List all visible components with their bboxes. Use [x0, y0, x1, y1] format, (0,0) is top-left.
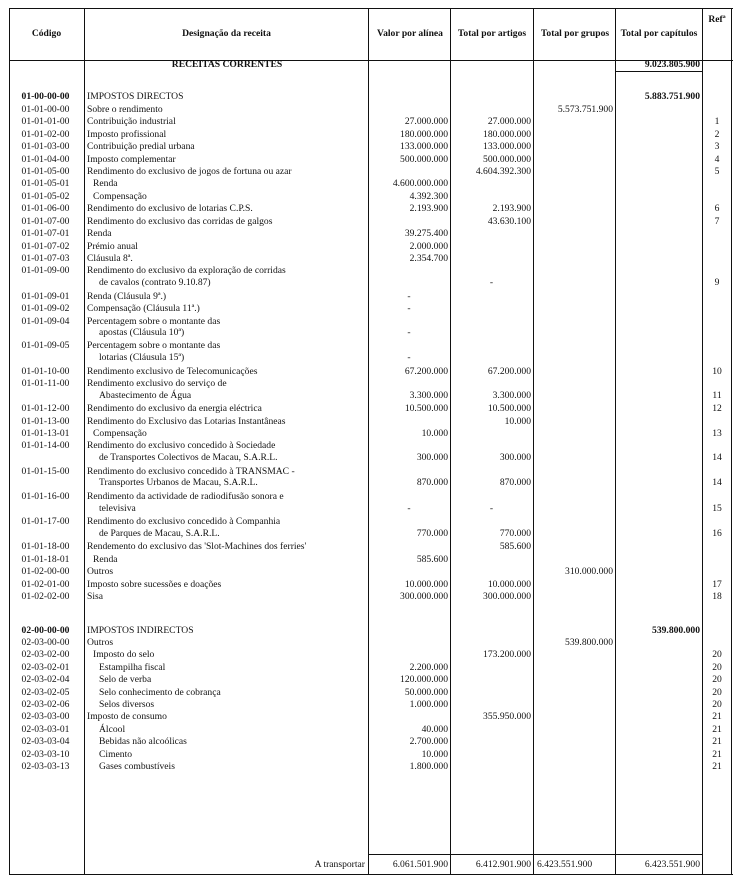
footer-label: A transportar — [314, 859, 365, 870]
rule — [615, 71, 703, 72]
table-row — [9, 265, 733, 288]
table-row — [9, 141, 733, 153]
table-row — [9, 591, 733, 603]
row-v2: 4.604.392.300 — [475, 166, 531, 178]
row-v1: 1.800.000 — [409, 761, 448, 773]
table-row — [9, 366, 733, 378]
row-v2: 180.000.000 — [483, 128, 531, 140]
row-ref: 20 — [712, 686, 722, 698]
row-ref: 12 — [712, 403, 722, 415]
header-ref: Refª — [708, 14, 726, 25]
row-ref: 21 — [712, 761, 722, 773]
row-code: 02-03-03-01 — [21, 723, 70, 735]
row-v1: 870.000 — [416, 477, 448, 489]
row-v2: 300.000.000 — [483, 591, 531, 603]
row-description: Sisa — [87, 591, 103, 603]
row-code: 01-01-09-05 — [21, 340, 70, 352]
table-row — [9, 154, 733, 166]
row-code: 01-01-06-00 — [21, 203, 70, 215]
row-ref: 4 — [714, 153, 720, 165]
row-ref: 16 — [712, 527, 722, 539]
row-ref: 20 — [712, 661, 722, 673]
row-ref: 1 — [714, 116, 720, 128]
table-row — [9, 649, 733, 661]
row-description: Rendemento do exclusivo das 'Slot-Machines dos ferries' — [87, 541, 307, 553]
row-ref: 13 — [712, 427, 722, 439]
row-code: 01-01-09-00 — [21, 265, 70, 277]
row-v1: - — [407, 290, 411, 302]
row-v2: 585.600 — [499, 541, 531, 553]
row-description: Renda (Cláusula 9ª.) — [87, 290, 167, 302]
row-v2: 43.630.100 — [487, 215, 531, 227]
row-code: 02-03-03-00 — [21, 711, 70, 723]
row-code: 01-01-03-00 — [21, 141, 70, 153]
row-code: 02-00-00-00 — [21, 624, 70, 636]
row-description-cont: de Parques de Macau, S.A.R.L. — [99, 527, 220, 539]
table-row — [9, 228, 733, 240]
table-row — [9, 203, 733, 215]
row-code: 01-01-10-00 — [21, 365, 70, 377]
row-v2: 10.500.000 — [487, 403, 531, 415]
row-v1: 1.000.000 — [409, 699, 448, 711]
row-description-cont: televisiva — [99, 502, 136, 514]
row-description: Selo conhecimento de cobrança — [99, 686, 221, 698]
row-description: Rendimento do exclusivo concedido à Sociedade — [87, 440, 276, 452]
section-row — [9, 59, 733, 71]
row-v1: 133.000.000 — [400, 141, 448, 153]
row-code: 01-00-00-00 — [21, 91, 70, 102]
row-v1: 3.300.000 — [409, 389, 448, 401]
row-code: 02-03-02-05 — [21, 686, 70, 698]
header-total-capitulos: Total por capítulos — [620, 28, 698, 39]
header-valor-alinea: Valor por alínea — [377, 28, 443, 39]
row-v1: 67.200.000 — [404, 365, 448, 377]
table-row — [9, 711, 733, 723]
row-v1: 10.000 — [421, 427, 448, 439]
row-description: Compensação — [93, 190, 147, 202]
row-v1: 120.000.000 — [400, 674, 448, 686]
table-row — [9, 178, 733, 190]
row-v1: - — [407, 502, 411, 514]
row-description: Rendimento do exclusivo de jogos de fortuna ou azar — [87, 166, 292, 178]
row-v1: 50.000.000 — [404, 686, 448, 698]
row-code: 02-03-03-13 — [21, 761, 70, 773]
row-code: 02-03-02-01 — [21, 661, 70, 673]
row-v4: 5.883.751.900 — [644, 91, 700, 102]
table-row — [9, 699, 733, 711]
row-ref: 17 — [712, 578, 722, 590]
row-code: 02-03-03-10 — [21, 748, 70, 760]
row-ref: 15 — [712, 502, 722, 514]
row-description-cont: de cavalos (contrato 9.10.87) — [99, 277, 211, 288]
table-row — [9, 465, 733, 489]
row-v2: 300.000 — [499, 451, 531, 463]
row-description: Imposto sobre sucessões e doações — [87, 578, 222, 590]
row-code: 02-03-03-04 — [21, 736, 70, 748]
row-description: Cláusula 8ª. — [87, 253, 133, 264]
row-v1: 180.000.000 — [400, 128, 448, 140]
row-v2: 133.000.000 — [483, 141, 531, 153]
row-description: Imposto de consumo — [87, 711, 167, 723]
row-v4: 539.800.000 — [652, 624, 700, 636]
row-description: Percentagem sobre o montante das — [87, 315, 221, 327]
row-code: 01-01-05-02 — [21, 190, 70, 202]
row-description: Renda — [87, 228, 112, 240]
row-v2: 770.000 — [499, 527, 531, 539]
row-code: 02-03-02-06 — [21, 699, 70, 711]
row-code: 01-01-04-00 — [21, 153, 70, 165]
row-description: Rendimento da actividade de radiodifusão sonora e — [87, 491, 284, 503]
row-description: Gases combustíveis — [99, 761, 175, 773]
table-row — [9, 637, 733, 649]
table-row — [9, 91, 733, 103]
row-v1: 300.000.000 — [400, 591, 448, 603]
table-bottom-border — [9, 874, 733, 875]
row-code: 01-01-13-01 — [21, 427, 70, 439]
row-ref: 21 — [712, 711, 722, 723]
row-description: Contribuição predial urbana — [87, 141, 195, 153]
row-v3: 539.800.000 — [565, 636, 613, 648]
row-ref: 2 — [714, 128, 720, 140]
table-row — [9, 579, 733, 591]
row-code: 01-01-07-01 — [21, 228, 70, 240]
row-ref: 9 — [714, 277, 720, 288]
row-description: Renda — [93, 178, 118, 190]
row-code: 01-01-18-01 — [21, 553, 70, 565]
row-v1: 40.000 — [421, 723, 448, 735]
row-description: Bebidas não alcoólicas — [99, 736, 187, 748]
row-ref: 3 — [714, 141, 720, 153]
table-row — [9, 515, 733, 539]
row-description: Rendimento do Exclusivo das Lotarias Instantâneas — [87, 415, 286, 427]
row-ref: 20 — [712, 674, 722, 686]
footer-v2: 6.412.901.900 — [475, 859, 531, 870]
table-row — [9, 428, 733, 440]
row-ref: 14 — [712, 451, 722, 463]
row-code: 01-01-13-00 — [21, 415, 70, 427]
row-code: 01-01-07-02 — [21, 240, 70, 252]
row-code: 01-01-09-04 — [21, 315, 70, 327]
row-v3: 310.000.000 — [565, 566, 613, 578]
table-row — [9, 129, 733, 141]
row-v1: - — [407, 352, 411, 364]
row-v2: 67.200.000 — [487, 365, 531, 377]
row-v1: 2.200.000 — [409, 661, 448, 673]
table-row — [9, 303, 733, 315]
row-description: Álcool — [99, 723, 126, 735]
table-row — [9, 674, 733, 686]
row-v2: 870.000 — [499, 477, 531, 489]
row-v1: 2.193.900 — [409, 203, 448, 215]
row-v2: - — [489, 277, 494, 288]
row-code: 02-03-02-04 — [21, 674, 70, 686]
header-total-grupos: Total por grupos — [540, 28, 610, 39]
table-row — [9, 166, 733, 178]
header-codigo: Código — [31, 28, 62, 39]
row-description: Rendimento do exclusivo concedido à TRANSMAC - — [87, 465, 295, 477]
table-row — [9, 724, 733, 736]
row-description: Cimento — [99, 748, 133, 760]
row-code: 01-01-00-00 — [21, 103, 70, 115]
row-v1: 4.600.000.000 — [392, 178, 448, 190]
row-description-cont: Abastecimento de Água — [99, 389, 192, 401]
section-total: 9.023.805.900 — [644, 59, 700, 70]
footer-v4: 6.423.551.900 — [644, 859, 700, 870]
row-code: 01-01-15-00 — [21, 465, 70, 477]
row-code: 01-01-12-00 — [21, 403, 70, 415]
row-code: 01-01-18-00 — [21, 541, 70, 553]
footer-v1: 6.061.501.900 — [392, 859, 448, 870]
row-ref: 20 — [712, 649, 722, 661]
row-description: IMPOSTOS INDIRECTOS — [87, 624, 194, 636]
row-v1: 2.354.700 — [409, 253, 448, 264]
table-row — [9, 491, 733, 514]
row-v1: 4.392.300 — [409, 190, 448, 202]
row-v1: 10.000.000 — [404, 578, 448, 590]
row-v1: 27.000.000 — [404, 116, 448, 128]
table-row — [9, 749, 733, 761]
table-row — [9, 625, 733, 637]
row-description: Compensação — [93, 427, 147, 439]
row-description-cont: lotarias (Cláusula 15ª) — [99, 352, 185, 364]
row-ref: 21 — [712, 748, 722, 760]
row-ref: 7 — [714, 215, 720, 227]
row-v2: 2.193.900 — [492, 203, 531, 215]
row-description: Imposto complementar — [87, 153, 176, 165]
section-title: RECEITAS CORRENTES — [171, 59, 283, 70]
row-code: 01-01-11-00 — [21, 378, 70, 390]
row-v2: 10.000.000 — [487, 578, 531, 590]
row-code: 01-01-17-00 — [21, 515, 70, 527]
row-v1: 2.700.000 — [409, 736, 448, 748]
row-code: 01-01-01-00 — [21, 116, 70, 128]
row-description: Rendimento do exclusivo de lotarias C.P.S. — [87, 203, 253, 215]
row-v1: - — [407, 327, 411, 339]
row-code: 01-01-05-00 — [21, 166, 70, 178]
table-row — [9, 440, 733, 463]
table-row — [9, 403, 733, 415]
table-row — [9, 736, 733, 748]
row-code: 01-02-02-00 — [21, 591, 70, 603]
table-row — [9, 241, 733, 253]
row-code: 02-03-02-00 — [21, 649, 70, 661]
row-ref: 10 — [712, 365, 722, 377]
table-row — [9, 687, 733, 699]
row-v1: 300.000 — [416, 451, 448, 463]
row-description: Percentagem sobre o montante das — [87, 340, 221, 352]
table-row — [9, 541, 733, 553]
row-description: Imposto do selo — [93, 649, 155, 661]
row-description: Rendimento exclusivo de Telecomunicações — [87, 365, 258, 377]
row-v1: 10.500.000 — [404, 403, 448, 415]
table-row — [9, 566, 733, 578]
row-ref: 11 — [712, 389, 722, 401]
table-row — [9, 416, 733, 428]
footer-v3: 6.423.551.900 — [537, 859, 593, 870]
row-ref: 21 — [712, 723, 722, 735]
row-code: 01-01-09-01 — [21, 290, 70, 302]
row-description: Outros — [87, 566, 114, 578]
table-row — [9, 216, 733, 228]
row-ref: 14 — [712, 477, 722, 489]
row-code: 01-01-07-03 — [21, 253, 70, 264]
row-code: 01-01-14-00 — [21, 440, 70, 452]
row-code: 01-01-02-00 — [21, 128, 70, 140]
header-total-artigos: Total por artigos — [457, 28, 527, 39]
row-ref: 6 — [714, 203, 720, 215]
row-v3: 5.573.751.900 — [557, 103, 613, 115]
footer-rule — [368, 854, 703, 855]
row-v2: 10.000 — [504, 415, 531, 427]
row-description: Contribuição industrial — [87, 116, 176, 128]
row-description: Rendimento do exclusivo das corridas de galgos — [87, 215, 273, 227]
table-row — [9, 662, 733, 674]
row-ref: 20 — [712, 699, 722, 711]
row-description: Outros — [87, 636, 114, 648]
table-row — [9, 116, 733, 128]
row-description: Sobre o rendimento — [87, 103, 163, 115]
footer-row — [9, 859, 733, 871]
row-code: 01-02-01-00 — [21, 578, 70, 590]
row-description-cont: de Transportes Colectivos de Macau, S.A.R.L. — [99, 451, 278, 463]
row-v1: 10.000 — [421, 748, 448, 760]
table-row — [9, 291, 733, 303]
table-row — [9, 554, 733, 566]
table-row — [9, 191, 733, 203]
row-v2: 27.000.000 — [487, 116, 531, 128]
row-code: 02-03-00-00 — [21, 636, 70, 648]
row-v1: - — [407, 303, 411, 315]
row-v1: 585.600 — [416, 553, 448, 565]
row-description: IMPOSTOS DIRECTOS — [87, 91, 184, 102]
row-code: 01-01-16-00 — [21, 491, 70, 503]
row-v1: 770.000 — [416, 527, 448, 539]
row-description: Estampilha fiscal — [99, 661, 166, 673]
header-designacao: Designação da receita — [182, 28, 271, 39]
row-description: Renda — [93, 553, 118, 565]
row-v2: 355.950.000 — [483, 711, 531, 723]
row-ref: 21 — [712, 736, 722, 748]
row-v2: - — [489, 502, 494, 514]
row-v1: 39.275.400 — [404, 228, 448, 240]
row-code: 01-01-07-00 — [21, 215, 70, 227]
row-ref: 18 — [712, 591, 722, 603]
row-description: Imposto profissional — [87, 128, 167, 140]
row-description: Rendimento exclusivo do serviço de — [87, 378, 227, 390]
row-description: Compensação (Cláusula 11ª.) — [87, 303, 200, 315]
row-description: Selos diversos — [99, 699, 155, 711]
row-code: 01-02-00-00 — [21, 566, 70, 578]
table-row — [9, 104, 733, 116]
row-v2: 500.000.000 — [483, 153, 531, 165]
row-v1: 2.000.000 — [409, 240, 448, 252]
row-description: Rendimento do exclusivo concedido à Companhia — [87, 515, 281, 527]
table-row — [9, 378, 733, 401]
table-row — [9, 761, 733, 773]
row-description: Rendimento do exclusivo da energia eléctrica — [87, 403, 262, 415]
row-ref: 5 — [714, 166, 720, 178]
row-v2: 173.200.000 — [483, 649, 531, 661]
table-row — [9, 340, 733, 364]
row-description-cont: apostas (Cláusula 10ª) — [99, 327, 185, 339]
row-v2: 3.300.000 — [492, 389, 531, 401]
table-row — [9, 253, 733, 265]
row-code: 01-01-05-01 — [21, 178, 70, 190]
row-description: Prémio anual — [87, 240, 138, 252]
row-description: Selo de verba — [99, 674, 152, 686]
row-description-cont: Transportes Urbanos de Macau, S.A.R.L. — [99, 477, 258, 489]
row-code: 01-01-09-02 — [21, 303, 70, 315]
row-description: Rendimento do exclusivo da exploração de corridas — [87, 265, 286, 277]
table-row — [9, 315, 733, 339]
row-v1: 500.000.000 — [400, 153, 448, 165]
